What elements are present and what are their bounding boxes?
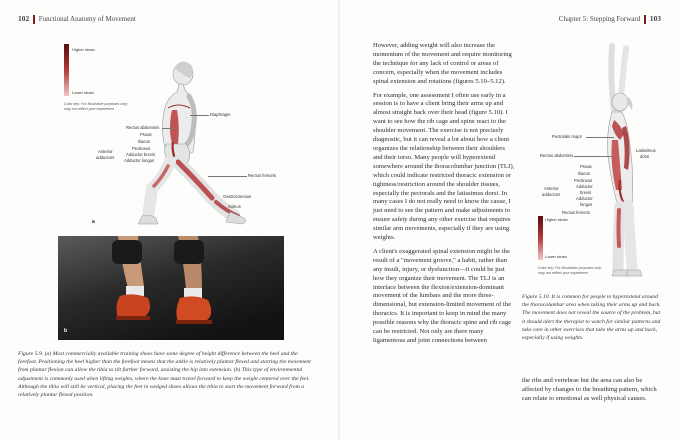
header-divider: [33, 15, 35, 24]
paragraph: For example, one assessment I often use early in a session is to have a client bring their arms up and almost straight back over their head (figure 5.10). I want to see how the rib cage and spine react to the shoulder movement. The exercise is not precisely diagnostic, but it can reveal a lot about how a client organizes the relationship between their shoulders and their torso. Many people will hyperextend somewhere around the thoracolumbar junction (TLJ), which could indicate restricted thoracic extension or tightness/restriction around the shoulder tissues, especially the pectorals and the latissimus dorsi. In many cases I do not really need to know the cause, I just need to see the pattern and make adjustments to ensure safety during any other exercise that requires similar arm movements, especially if they are using weights.: [373, 91, 515, 242]
figure-5-9b-photo: [58, 236, 284, 340]
figure-5-10: [522, 40, 664, 290]
label-adductor-brevis: Adductor: [576, 184, 593, 189]
figure-5-9-caption: Figure 5.9. (a) Most commercially available training shoes have some degree of height difference between the heel and the forefoot. Positioning the heel higher than the forefoot means that the ankle is relatively plantar flexed and starting the movement from plantar flexion can allow the tibia to tilt further forward, assisting the hip into extension. (b) This type of environmental adjustment is commonly used when lifting weights, where the knee must travel forward to keep the weight centered over the feet. Although the tibia will still be vertical, placing the feet in wedged shoes allows the tibia to start the movement forward from a relatively plantar flexed position.: [18, 351, 311, 399]
leader-line: [574, 156, 612, 157]
paragraph: However, adding weight will also increase the momentum of the movement and require monitoring the technique for any lack of control or areas of concern, especially when the movement includes spinal extension and rotations (figures 5.10–5.12).: [373, 42, 512, 85]
label-dorsi: dorsi: [640, 154, 650, 159]
lunge-figure-illustration: [58, 44, 284, 232]
label-pectineus: Pectineus: [574, 178, 593, 183]
scale-low-label: Lower strain: [545, 254, 567, 259]
left-header-title: Functional Anatomy of Movement: [38, 15, 136, 23]
label-adductor-brevis: Adductor brevis: [126, 152, 156, 157]
scale-low-label: Lower strain: [72, 90, 94, 95]
leader-line: [208, 176, 247, 177]
strain-scale-bar: [538, 216, 543, 260]
label-latissimus: Latissimus: [636, 148, 656, 153]
panel-label-a: a: [92, 219, 95, 225]
leader-line: [162, 128, 174, 129]
color-key-note: Color key: For illustrative purposes only; may not reflect your experience: [538, 266, 602, 275]
label-gastrocnemius: Gastrocnemius: [223, 194, 252, 199]
right-running-header: [559, 14, 661, 26]
figure-5-10-caption: Figure 5.10. It is common for people to hyperextend around the thoracolumbar area when taking their arms up and back. The movement does not reveal the source of the problem, but it should alert the therapist to watch for similar patterns and take care in other exercises that take the arms up and back, especially if using weights.: [522, 294, 661, 342]
leader-line: [190, 115, 209, 116]
label-rectus-abdominis: Rectus abdominis: [126, 125, 160, 130]
leader-line: [586, 137, 614, 138]
label-pectineus: Pectineus: [132, 146, 151, 151]
left-page: [0, 0, 339, 440]
label-psoas: Psoas: [580, 164, 592, 169]
label-adductor-brevis: brevis: [580, 190, 592, 195]
right-header-title: Chapter 5: Stepping Forward: [558, 15, 641, 23]
label-iliacus: Iliacus: [578, 171, 590, 176]
color-key-note: Color key: For illustrative purposes only; may not reflect your experience: [64, 102, 128, 111]
label-rectus-femoris: Rectus femoris: [562, 210, 590, 215]
label-adductor-longus: longus: [580, 202, 593, 207]
paragraph: A client's exaggerated spinal extension might be the result of a "movement groove," a habit, rather than any insult, injury, or dysfunction—it could be just how they organize their movement. The TLJ is an interface between the flexion/extension-dominant movement of the lumbars and the more three-dimensional, but extension-limited movement of the thoracics. It is important to keep in mind the many possible reasons why the thoracic spine and rib cage can be restricted. Not only are there many ligamentous and joint connections between: [373, 247, 512, 344]
right-page-number: 103: [649, 14, 661, 23]
figure-5-9a: [58, 44, 284, 232]
header-divider: [644, 15, 646, 24]
label-soleus: Soleus: [228, 204, 241, 209]
label-anterior: Anterior: [544, 186, 559, 191]
left-page-number: 102: [18, 14, 30, 23]
side-text-column: [522, 377, 664, 409]
label-pectoralis-major: Pectoralis major: [552, 134, 583, 139]
main-text-column: [373, 42, 515, 351]
scale-high-label: Higher strain: [72, 47, 95, 52]
panel-label-b: b: [64, 328, 68, 334]
label-psoas: Psoas: [140, 132, 152, 137]
label-adductors: adductors: [96, 155, 115, 160]
left-running-header: [18, 14, 136, 26]
label-anterior: Anterior: [98, 149, 113, 154]
paragraph: the ribs and vertebrae but the area can also be affected by changes to the breathing pattern, which can relate to emotional as well physical causes.: [522, 377, 657, 402]
label-adductors: adductors: [542, 192, 561, 197]
label-iliacus: Iliacus: [138, 139, 150, 144]
scale-high-label: Higher strain: [545, 217, 568, 222]
label-rectus-femoris: Rectus femoris: [248, 173, 276, 178]
label-diaphragm: Diaphragm: [210, 112, 231, 117]
label-adductor-longus: Adductor: [576, 196, 593, 201]
overhead-reach-figure-illustration: [522, 40, 664, 290]
label-rectus-abdominis: Rectus abdominis: [540, 153, 574, 158]
label-adductor-longus: Adductor longus: [124, 158, 155, 163]
lifting-shoes-photo: [58, 236, 284, 340]
